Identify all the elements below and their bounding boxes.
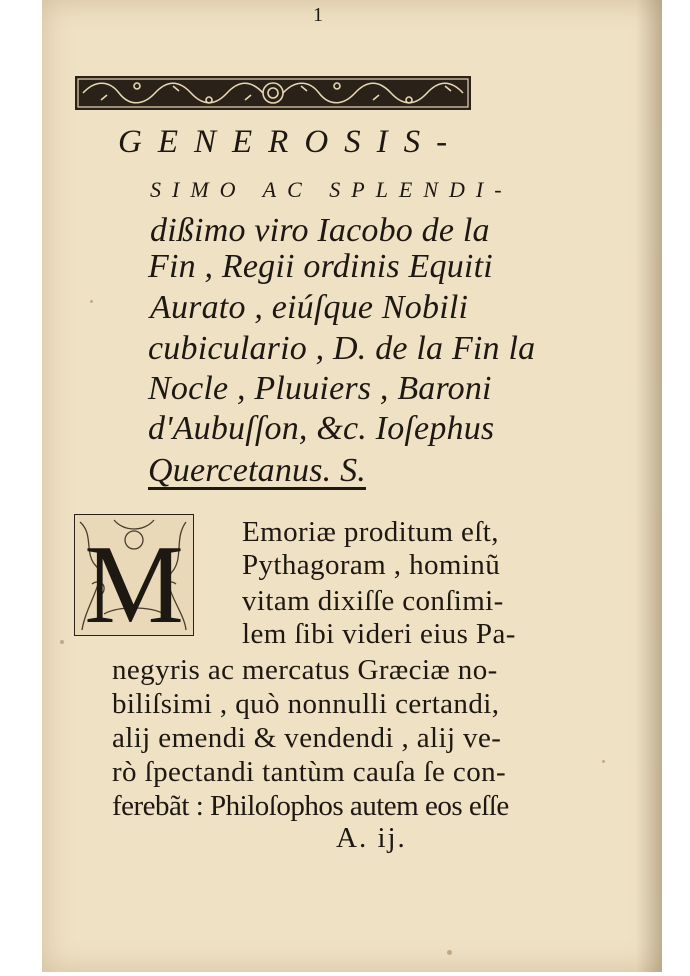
body-line-4: lem ſibi videri eius Pa- [242,618,516,650]
body-line-5: negyris ac mercatus Græciæ no- [112,654,498,686]
body-line-9: ferebãt : Philoſophos autem eos eſſe [112,790,509,822]
dedication-line-6: cubiculario , D. de la Fin la [148,330,536,367]
dedication-line-9: Quercetanus. S. [148,452,366,489]
dedication-line-4: Fin , Regii ordinis Equiti [148,248,493,285]
dedication-line-5: Aurato , eiúſque Nobili [150,289,469,326]
dedication-line-7: Nocle , Pluuiers , Baroni [148,370,492,407]
dropcap-letter: M [84,523,184,636]
decorated-initial-m [74,514,194,636]
dedication-line-1: GENEROSIS- [118,124,464,160]
body-line-2: Pythagoram , hominũ [242,549,501,581]
ornamental-headpiece [75,76,471,110]
signature-mark: A. ij. [336,822,407,854]
dedication-line-3: dißimo viro Iacobo de la [150,212,490,249]
body-line-3: vitam dixiſſe conſimi- [242,585,504,617]
body-line-8: rò ſpectandi tantùm cauſa ſe con- [112,756,507,788]
body-line-6: biliſsimi , quò nonnulli certandi, [112,688,500,720]
dedication-line-2: SIMO AC SPLENDI- [150,177,513,202]
page-number: 1 [313,4,323,26]
body-line-7: alij emendi & vendendi , alij ve- [112,722,502,754]
dedication-line-8: d'Aubuſſon, &c. Ioſephus [148,410,495,447]
body-line-1: Emoriæ proditum eſt, [242,516,499,548]
